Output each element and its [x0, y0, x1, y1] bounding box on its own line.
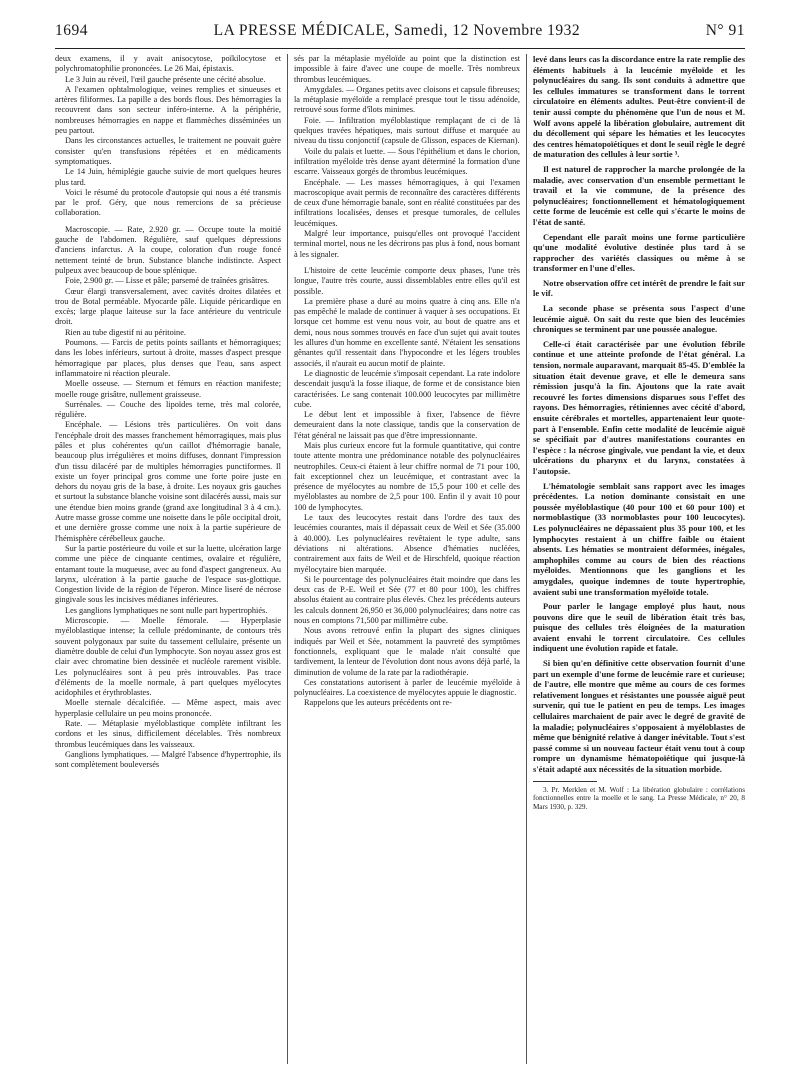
paragraph: Sur la partie postérieure du voile et sur la luette, ulcération large comme une pièce de cinquante centimes, ovalaire et régulière, entamant toute la muqueuse, avec au fond d'aspect gangreneux. Au larynx, ulcération à la partie gauche de l'espace sus-glottique. Congestion livide de la région de l'éperon. Mince liseré de nécrose gingivale sous les incisives médianes inférieures. — [55, 543, 281, 605]
paragraph: Le 3 Juin au réveil, l'œil gauche présente une cécité absolue. — [65, 74, 266, 84]
paragraph: Si le pourcentage des polynucléaires était moindre que dans les deux cas de P.-E. Weil et Sée (77 et 80 pour 100), les chiffres absolus étaient au contraire plus élevés. Chez les précédents auteurs les calculs donnent 26,950 et 36,000 polynucléaires; dans notre cas nous en comptons 71,500 par millimètre cube. — [294, 574, 520, 626]
paragraph: levé dans leurs cas la discordance entre la rate remplie des éléments habituels à la leucémie myéloïde et les polynucléaires du sang. Ils sont conduits à admettre que les cellules immatures se transforment dans le torrent circulatoire en éléments adultes. Peut-être convient-il de tenir aussi compte du phénomène que l'un de nous et M. Wolf avons appelé la libération globulaire, autrement dit du décollement qui sépare les hématies et les leucocytes des centres hématopoïétiques et dont le seuil règle le degré de maturation des cellules à leur sortie ³. — [533, 54, 745, 160]
column-3 — [533, 54, 745, 1064]
paragraph: Nous avons retrouvé enfin la plupart des signes cliniques indiqués par Weil et Sée, notamment la pauvreté des symptômes fonctionnels, expliquant que le malade n'ait consulté que tardivement, la lenteur de l'évolution dont nous avons déjà parlé, la diminution de volume de la rate par la radiothérapie. — [294, 626, 520, 677]
paragraph: Celle-ci était caractérisée par une évolution fébrile continue et une atteinte profonde de l'état général. La tension, normale auparavant, marquait 85-45. D'emblée la situation était devenue grave, et elle le demeura sans rémission jusqu'à la fin. Ajoutons que la rate avait recouvré les fortes dimensions disparues sous l'effet des rayons. Des hémorragies, rétiniennes avec cécité d'abord, ensuite cérébrales et mortelles, appartenaient leur quote-part à l'ensemble. Enfin cette modalité de leucémie aiguë se spécifiait par d'autres manifestations courantes en l'espèce : la nécrose gingivale, vue pendant la vie, et deux ulcérations du pharynx et du larynx, constatées à l'autopsie. — [533, 338, 745, 476]
paragraph: L'hématologie semblait sans rapport avec les images précédentes. La notion dominante consistait en une poussée myéloblastique (40 pour 100 et 60 pour 100) et normoblastique (33 normoblastes pour 100 leucocytes). Les polynucléaires ne dépassaient plus 35 pour 100, et les lymphocytes restaient à un chiffre faible ou étaient absents. Les hématies se montraient déformées, inégales, amphophiles comme au cours de bien des réactions myéloïdes. Mentionnons que les ganglions et les amygdales, quoique indemnes de toute hypertrophie, avaient subi une transformation myéloïde totale. — [533, 480, 745, 597]
paragraph: Foie, 2.900 gr. — Lisse et pâle; parsemé de traînées grisâtres. — [65, 276, 270, 286]
paragraph: Encéphale. — Les masses hémorragiques, à qui l'examen macroscopique avait permis de reconnaître des caractères différents de ceux d'une hémorragie banale, sont en réalité constituées par des infiltrations localisées, denses et presque tumorales, de cellules leucémiques. — [294, 177, 520, 228]
paragraph: Moelle sternale décalcifiée. — Même aspect, mais avec hyperplasie cellulaire un peu moins prononcée. — [55, 698, 281, 718]
paragraph: Notre observation offre cet intérêt de prendre le fait sur le vif. — [533, 277, 745, 299]
paragraph: La seconde phase se présenta sous l'aspect d'une leucémie aiguë. On sait du reste que bien des leucémies chroniques se terminent par une poussée analogue. — [533, 303, 745, 335]
issue-number: N° 91 — [705, 22, 745, 39]
paragraph: A l'examen ophtalmologique, veines remplies et sinueuses et artères filiformes. La papille a des bords flous. Des hémorragies la recouvrent dans son secteur inféro-interne. A la périphérie, nombreuses hémorragies en nappe et flammèches disséminées un peu partout. — [55, 84, 281, 136]
paragraph: Surrénales. — Couche des lipoïdes terne, très mal colorée, régulière. — [55, 399, 281, 420]
paragraph: Il est naturel de rapprocher la marche prolongée de la maladie, avec conservation d'un ensemble permettant le travail et la vie commune, de la présence des polynucléaires; fonctionnellement et hématologiquement cette forme de leucémie est celle qui s'écarte le moins de l'état de santé. — [533, 163, 745, 227]
header-rule — [55, 48, 745, 49]
paragraph: Malgré leur importance, puisqu'elles ont provoqué l'accident terminal mortel, nous ne les décrirons pas plus à fond, nous bornant à les signaler. — [294, 229, 520, 259]
paragraph: Rate. — Métaplasie myéloblastique complète infiltrant les cordons et les sinus, difficilement décelables. Très nombreux thrombus leucémiques dans les vaisseaux. — [55, 719, 281, 749]
paragraph: Encéphale. — Lésions très particulières. On voit dans l'encéphale droit des masses franchement hémorragiques, mais plus pâles et plus cohérentes qu'un caillot d'hémorragie banale, beaucoup plus irrégulières et moins diffuses, donnant l'impression d'un tissu dilacéré par de multiples hémorragies punctiformes. Il existe un foyer principal gros comme une forte poire juste en dehors du noyau gris de la base, à droite. Les noyaux gris gauches et surtout la substance blanche voisine sont dilacérés aussi, mais sur une étendue bien moins grande (grand axe longitudinal 3 à 4 cm.). Autre masse grosse comme une noisette dans le pôle occipital droit, et une dernière grosse comme une noix à la partie supérieure de l'hémisphère cérébelleux gauche. — [55, 420, 281, 543]
paragraph: Cœur élargi transversalement, avec cavités droites dilatées et trou de Botal perméable. Myocarde pâle. Liquide péricardique en excès; large plaque laiteuse sur la face antérieure du ventricule droit. — [55, 286, 281, 327]
paragraph: Le taux des leucocytes restait dans l'ordre des taux des leucémies courantes, mais il dépassait ceux de Weil et Sée (35.000 à 40.000). Les polynucléaires revêtaient le type adulte, sans déviations ni altérations. Absence d'hématies nucléées, contrairement aux faits de Weil et de Hirschfeld, quoique réaction myélocytaire bien marquée. — [294, 513, 520, 574]
paragraph: Foie. — Infiltration myéloblastique remplaçant de ci de là quelques travées hépatiques, mais surtout diffuse et marquée au niveau du tissu conjonctif (capsule de Glisson, espaces de Kiernan). — [294, 115, 520, 146]
paragraph: Pour parler le langage employé plus haut, nous pouvons dire que le seuil de libération était très bas, puisque des cellules très éloignées de la maturation avaient envahi le torrent circulatoire. Ces cellules indiquent une évolution rapide et fatale. — [533, 601, 745, 654]
paragraph: L'histoire de cette leucémie comporte deux phases, l'une très longue, l'autre très courte, aussi dissemblables entre elles qu'il est possible. — [294, 265, 520, 296]
column-divider — [526, 54, 527, 1064]
paragraph: Le début lent et impossible à fixer, l'absence de fièvre demeuraient dans la note classique, tandis que la conservation de l'état général ne laissait pas que d'être impressionnante. — [294, 410, 520, 440]
paragraph: deux examens, il y avait anisocytose, poïkilocytose et polychromatophilie prononcées. Le 26 Mai, épistaxis. — [55, 54, 281, 74]
paragraph: Poumons. — Farcis de petits points saillants et hémorragiques; dans les lobes inférieurs, surtout à droite, masses d'aspect presque hémorragique par places, plus denses que l'eau, sans aspect inflammatoire ni réaction pleurale. — [55, 338, 281, 378]
paragraph: Mais plus curieux encore fut la formule quantitative, qui contre toute attente montra une prédominance notable des polynucléaires neutrophiles. Ceux-ci étaient à leur chiffre normal de 71 pour 100, fait exceptionnel chez un leucémique, et contrastant avec la présence de myélocytes au nombre de 15,5 pour 100 et celle des myéloblastes au nombre de 2,5 pour 100. Enfin il y avait 10 pour 100 de lymphocytes. — [294, 440, 520, 512]
paragraph: Microscopie. — Moelle fémorale. — Hyperplasie myéloblastique intense; la cellule prédominante, de contours très souvent polygonaux par suite du tassement cellulaire, présente un diamètre double de celui d'un lymphocyte. Son noyau assez gros est clair avec chromatine bien dessinée et nucléole rarement visible. Les polynucléaires sont à peu près introuvables. Pas trace d'éléments de la moelle normale, à part quelques myélocytes acidophiles et érythroblastes. — [55, 616, 281, 698]
paragraph: Rien au tube digestif ni au péritoine. — [65, 327, 186, 337]
paragraph: Ganglions lymphatiques. — Malgré l'absence d'hypertrophie, ils sont complètement bouleversés — [55, 749, 281, 770]
paragraph: Si bien qu'en définitive cette observation fournit d'une part un exemple d'une forme de leucémie rare et curieuse; de l'autre, elle montre que même au cours de ces formes relativement longues et résistantes une poussée aiguë peut survenir, qui tue le patient en peu de temps. Les images cellulaires marchaient de pair avec le degré de gravité de la maladie; polynucléaires s'opposaient à myéloblastes de même que bénignité relative à danger inévitable. Tout s'est passé comme si un nouveau facteur était venu tout à coup rompre un dynamisme hématopoïétique qui jusque-là s'était adapté aux nécessités de la situation morbide. — [533, 658, 745, 774]
paragraph: Le 14 Juin, hémiplégie gauche suivie de mort quelques heures plus tard. — [55, 167, 281, 187]
paragraph: Voile du palais et luette. — Sous l'épithélium et dans le chorion, infiltration myéloïde très dense ayant déterminé la formation d'une escarre. Vaisseaux gorgés de thrombus leucémiques. — [294, 146, 520, 177]
column-1 — [55, 54, 281, 1064]
paragraph: Moelle osseuse. — Sternum et fémurs en réaction manifeste; moelle rouge grisâtre, nullement graisseuse. — [55, 379, 281, 399]
footnote-rule — [533, 781, 597, 782]
page-header — [55, 22, 745, 44]
paragraph: La première phase a duré au moins quatre à cinq ans. Elle n'a pas empêché le malade de continuer à vaquer à ses occupations. Et lorsque cet homme est venu nous voir, au bout de quatre ans et demi, nous nous sommes trouvés en face d'un sujet qui avait toutes les allures d'un homme en excellente santé. N'étaient les sensations gênantes qu'il ressentait dans l'hypocondre et les légers troubles associés, il n'aurait eu aucun motif de plainte. — [294, 296, 520, 368]
paragraph: Les ganglions lymphatiques ne sont nulle part hypertrophiés. — [65, 605, 268, 615]
paragraph: Voici le résumé du protocole d'autopsie qui nous a été transmis par le prof. Géry, que nous remercions de sa précieuse collaboration. — [55, 187, 281, 218]
paragraph: sés par la métaplasie myéloïde au point que la distinction est impossible à faire d'avec une coupe de moelle. Très nombreux thrombus leucémiques. — [294, 54, 520, 84]
column-2 — [294, 54, 520, 1064]
page-number: 1694 — [55, 22, 88, 39]
paragraph: Dans les circonstances actuelles, le traitement ne pouvait guère consister qu'en transfusions répétées et en médicaments symptomatiques. — [55, 136, 281, 166]
paragraph: Ces constatations autorisent à parler de leucémie myéloïde à polynucléaires. La coexistence de myélocytes appuie le diagnostic. — [294, 677, 520, 698]
paragraph: Cependant elle paraît moins une forme particulière qu'une modalité évolutive destinée plus tard à se rapprocher des variétés classiques ou même à se transformer en l'une d'elles. — [533, 231, 745, 274]
column-divider — [287, 54, 288, 1064]
paragraph: Le diagnostic de leucémie s'imposait cependant. La rate indolore descendait jusqu'à la fosse iliaque, de forme et de consistance bien caractérisées. Le sang contenait 100.000 leucocytes par millimètre cube. — [294, 368, 520, 409]
paragraph: Macroscopie. — Rate, 2.920 gr. — Occupe toute la moitié gauche de l'abdomen. Régulière, sauf quelques dépressions d'anciens infarctus. A la coupe, coloration d'un rouge foncé nettement teinté de brun. Substance blanche indistincte. Aspect pulpeux avec beaucoup de boue splénique. — [55, 224, 281, 275]
paragraph: Amygdales. — Organes petits avec cloisons et capsule fibreuses; la métaplasie myéloïde a remplacé presque tout le tissu adénoïde, retrouvé sous forme d'îlots minimes. — [294, 84, 520, 115]
footnote: 3. Pr. Merklen et M. Wolf : La libération globulaire : corrélations fonctionnelles entre la moelle et le sang. La Presse Médicale, n° 20, 8 Mars 1930, p. 329. — [533, 785, 745, 812]
journal-title: LA PRESSE MÉDICALE, Samedi, 12 Novembre 1932 — [213, 22, 581, 39]
paragraph: Rappelons que les auteurs précédents ont re- — [304, 698, 452, 708]
